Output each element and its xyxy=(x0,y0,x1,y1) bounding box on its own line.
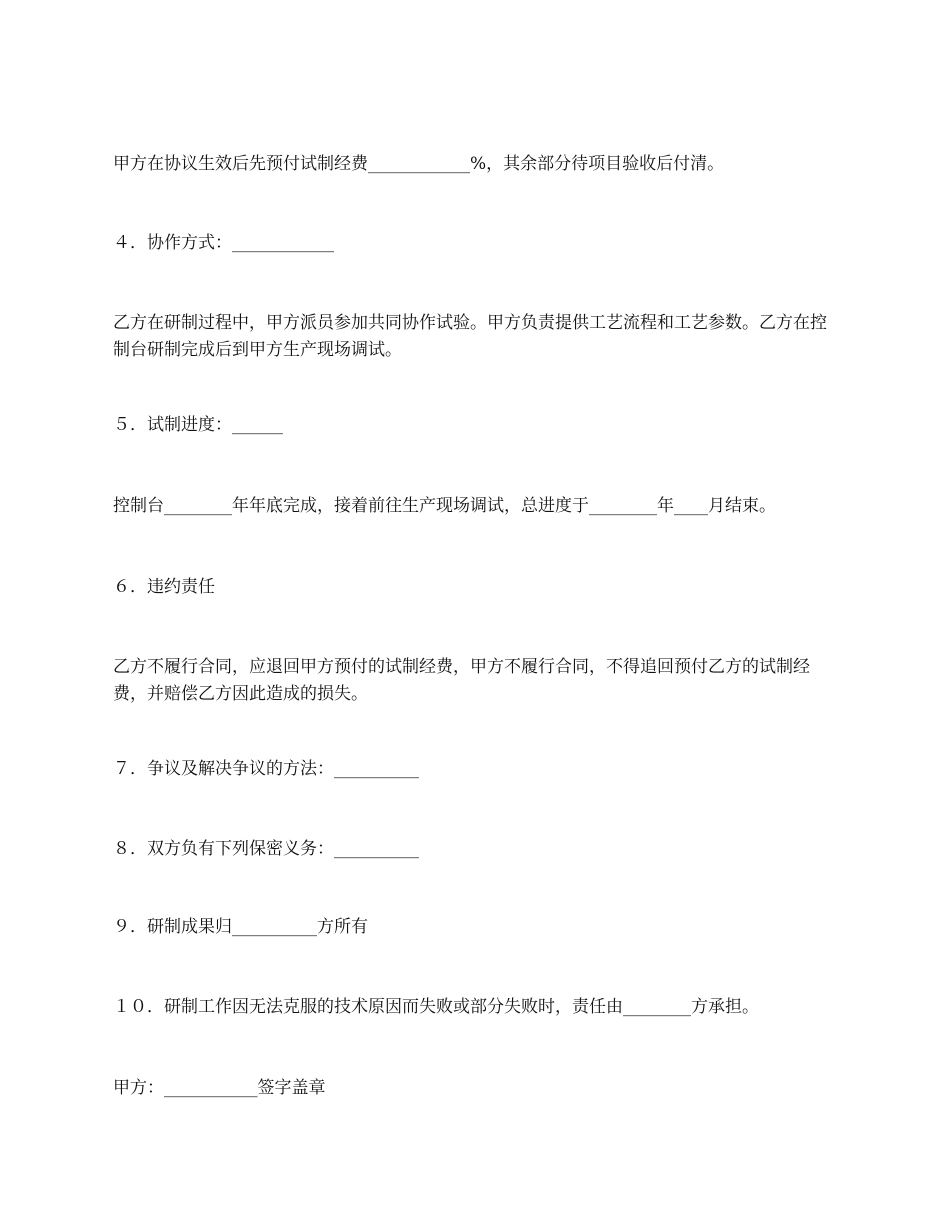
item-5-trial-schedule: ５．试制进度：______ xyxy=(113,415,283,435)
item-8-confidentiality: ８．双方负有下列保密义务：__________ xyxy=(113,839,419,859)
item-7-dispute-resolution: ７．争议及解决争议的方法：__________ xyxy=(113,759,419,779)
paragraph-prepayment: 甲方在协议生效后先预付试制经费____________%，其余部分待项目验收后付清。 xyxy=(113,154,725,174)
item-9-results-ownership: ９．研制成果归__________方所有 xyxy=(113,917,368,937)
paragraph-schedule-details: 控制台________年年底完成，接着前往生产现场调试，总进度于________年____月结束。 xyxy=(113,496,776,516)
party-a-signature-line: 甲方：___________签字盖章 xyxy=(113,1078,326,1098)
item-10-failure-responsibility: １０．研制工作因无法克服的技术原因而失败或部分失败时，责任由________方承担。 xyxy=(113,997,759,1017)
item-4-cooperation-method: ４．协作方式：____________ xyxy=(113,233,334,253)
paragraph-cooperation-details: 乙方在研制过程中，甲方派员参加共同协作试验。甲方负责提供工艺流程和工艺参数。乙方在控制台研制完成后到甲方生产现场调试。 xyxy=(113,313,827,360)
paragraph-breach-details: 乙方不履行合同，应退回甲方预付的试制经费，甲方不履行合同，不得追回预付乙方的试制经费，并赔偿乙方因此造成的损失。 xyxy=(113,657,810,704)
item-6-breach-liability: ６．违约责任 xyxy=(113,577,215,597)
